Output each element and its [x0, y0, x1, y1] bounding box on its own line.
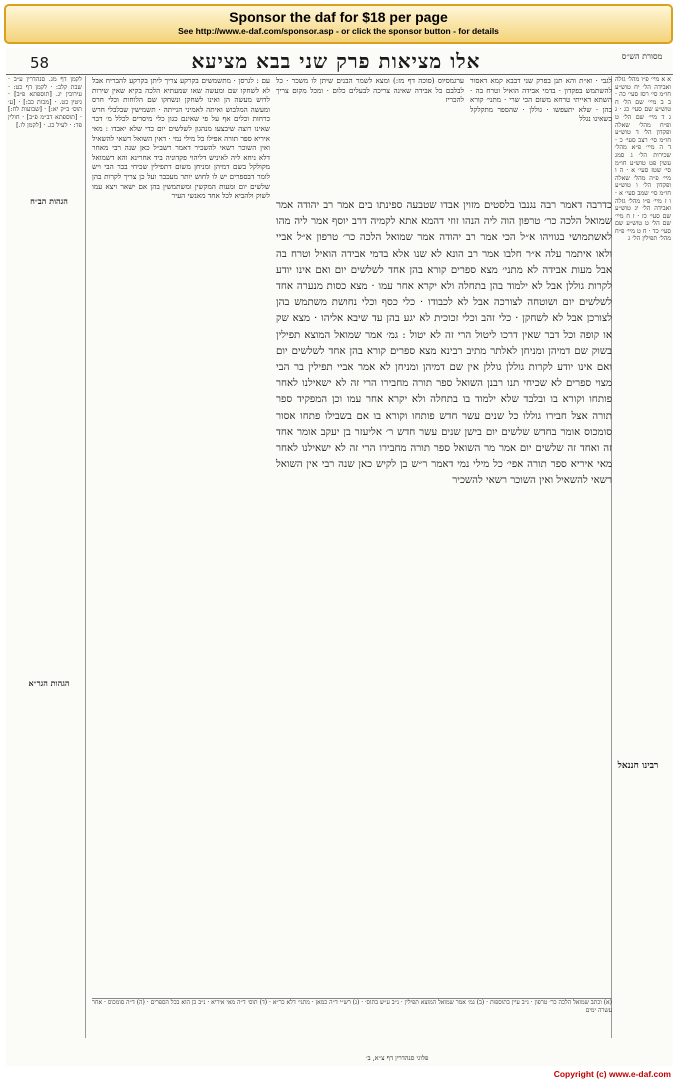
daf-title: אלו מציאות פרק שני בבא מציעא	[191, 49, 481, 73]
ein-mishpat-text: א א מיי׳ פ״ו מהל׳ גזלה ואבידה הל׳ יח טוש״ע חו״מ סי׳ רסז סעי׳ כה · ב ב מיי׳ שם הל׳ ח טוש״ע שם סעי׳ כג · ג ג ד מיי׳ שם הל׳ ט ופ״ח מהל׳ שאלה ופקדון הל׳ ד טוש״ע חו״מ סי׳ רצב סעי׳ כ · ד ה מיי׳ פ״א מהל׳ שכירות הל׳ ג סמג עשין פט טוש״ע חו״מ סי׳ שטז סעי׳ א · ה ו מיי׳ פ״ה מהל׳ שאלה ופקדון הל׳ ו טוש״ע חו״מ סי׳ שמב סעי׳ א · ו ז מיי׳ פ״ו מהל׳ גזלה ואבידה הל׳ יג טוש״ע שם סעי׳ כז · ז ח מיי׳ שם הל׳ ט טוש״ע שם סעי׳ כד · ח ט מיי׳ פ״ח מהל׳ תפילין הל׳ ג	[615, 76, 671, 243]
page-number: 58	[30, 54, 50, 72]
hagahot-bach-heading: הגהות הב״ח	[30, 196, 68, 206]
copyright-link[interactable]: Copyright (c) www.e-daf.com	[553, 1069, 671, 1079]
sponsor-subtitle[interactable]: See http://www.e-daf.com/sponsor.asp - or click the sponsor button - for details	[178, 26, 499, 36]
tosafot-text: עם : לגרסן · מתשמשים בקרקע צריך ליתן בקרקע להבריח אבל לא לשחקו שם ומעשה שאו שמעתיא הלכה בקיא שאין שירות לדוש מעשה הן ואינו לשחקן ונשחקו שם הלוחות וכלי חרס ומעשה המלבוש ואיתה לאמיני הנייתה · תשמישין שבלבלי חרש כרחות וכלים אף על פי שאינם כגון כלי מיסרים לכלל מ׳ דבר שאינו רוצה שיבצעו מנהגון לשלשים יום כדי שלא יאבדו : מאי איריא ספר תורה אפילו כל מילי נמי · דאין השואל רשאי להשאיל ואין השוכר רשאי להשכיר דאמר רשב״ל כאן שנה רבי מאחר דלא ניחא ליה לאיניש דליהוי פקדוניה ביד אחרינא והא דשמואל מקולקל בשם דמיהן ומניחן משום דתפילין שכיחי בבר הבי ויש לומר דבספרים יש לו לחוש יותר מעכבר ועל כן צריך לקרות בהן שלשים יום ומעות המקשין ומשתמשין בהן אם ישאר ויצא עמו לשוק ולהביא לכל אחד מאנשי העיר	[92, 76, 270, 201]
mesoret-column	[8, 76, 86, 1038]
tosafot-column	[92, 76, 270, 1006]
footnotes	[92, 998, 612, 1057]
ein-mishpat-column	[611, 76, 671, 1038]
rabeinu-chananel-heading: רבינו חננאל	[617, 761, 659, 771]
header-rule	[6, 74, 673, 75]
commentary-upper	[276, 76, 464, 198]
sponsor-title[interactable]: Sponsor the daf for $18 per page	[229, 9, 448, 25]
footnotes-text: (א) וכתב שמואל הלכה כר׳ טרפון · נ״ב עיין בתוספות · (ב) גמ׳ אמר שמואל המוצא תפילין · נ״ב ע״ש בתוס׳ · (ג) רש״י ד״ה כמאן · מתני׳ דלא כר״א · (ד) תוס׳ ד״ה מאי איריא · נ״ב כן הוא בכל הספרים · (ה) ד״ה סומכוס · אחר עשרה ימים	[92, 999, 612, 1014]
mesoret-text: לקמן דף מג. סנהדרין ע״ב · שבת קלב: · לקמן דף כט: · עירובין יג. [תוספתא פ״ב] · גיטין כט. · [מכות כב:] · [ע׳ תוס׳ ב״ק יא:] · [שבועות לח:] · [תוספתא דב״מ פ״ב] · חולין פד: · לעיל כג. · [לקמן לו.]	[8, 76, 82, 129]
gemara-main-text	[276, 198, 612, 978]
gemara-text: כדרבה דאמר רבה נגנבו בלסטים מזוין אבדו שטבעה ספינתו בים אמר רב יהודה אמר שמואל הלכה כר׳ טרפון הוה ליה הנהו זוזי דהמא אתא לקמיה דרב יוסף אמר ליה מהו לאשתמושי בגוויהו א״ל הכי אמר רב יהודה אמר שמואל הלכה כר׳ טרפון א״ל אביי ולאו איתמר עלה א״ר חלבו אמר רב הונא לא שנו אלא בדמי אבידה הואיל וטרח בה אבל מעות אבידה לא מתני׳ מצא ספרים קורא בהן אחד לשלשים יום ואם אינו יודע לקרות גוללן אבל לא ילמוד בהן בתחלה ולא יקרא אחר עמו · מצא כסות מנערה אחד לשלשים יום ושוטחה לצורכה אבל לא לכבודו · כלי כסף וכלי נחושת משתמש בהן לצורכן אבל לא לשחקן · כלי זהב וכלי זכוכית לא יגע בהן עד שיבא אליהו · מצא שק או קופה וכל דבר שאין דרכו ליטול הרי זה לא יטול : גמ׳ אמר שמואל המוצא תפילין בשוק שם דמיהן ומניחן לאלתר מתיב רבינא מצא ספרים קורא בהן אחד לשלשים יום ואם אינו יודע לקרות גוללן גוללן אין שם דמיהן ומניחן לא אמר אביי תפילין בר הבי מצוי ספרים לא שכיחי תנו רבנן השואל ספר תורה מחבירו הרי זה לא ישאילנו לאחר פותחו וקורא בו ובלבד שלא ילמוד בו בתחלה ולא יקרא אחר עמו וכן המפקיד ספר תורה אצל חבירו גוללו כל שנים עשר חדש פותחו וקורא בו אם בשבילו פתחו אסור סומכוס אומר בחדש שלשים יום בישן שנים עשר חדש ר׳ אליעזר בן יעקב אומר אחד זה ואחד זה שלשים יום אמר מר השואל ספר תורה מחבירו הרי זה לא ישאילנו לאחר מאי איריא ספר תורה אפי׳ כל מילי נמי דאמר ר״ש בן לקיש כאן שנה רבי אין השואל רשאי להשאיל ואין השוכר רשאי להשכיר	[276, 200, 612, 487]
sponsor-banner[interactable]	[4, 4, 673, 44]
hagahot-gra-heading: הגהות הגר״א	[28, 678, 70, 688]
commentary-upper-text: ערגמסיוס (סוכה דף מז:) ומצא לשמר הבנים שיתן לו משכר · כל לבלבם כל אבידה שאינה צריכה לבעלים כלום · ומכל מקום צריך להכריז	[276, 76, 464, 105]
rashi-column	[470, 76, 612, 206]
rashi-text: לגבי · וא״ת והא תנן בפרק שני דבבא קמא דאסור להשתמש בפקדון · בדמי אבידה הואיל וטרח בה · השתא דאייתי טרחא משום הכי שרי · מתני׳ קורא בהן · שלא יתעפשו · גוללן · שהספר מתקלקל כשאינו נגלל	[470, 76, 612, 124]
mesoret-heading: מסורת הש״ס	[621, 52, 663, 61]
page-header	[6, 48, 673, 74]
talmud-page	[6, 48, 673, 1066]
bottom-caption: פלוגי סנהדרין דף צ״א, ב׳	[366, 1054, 429, 1062]
